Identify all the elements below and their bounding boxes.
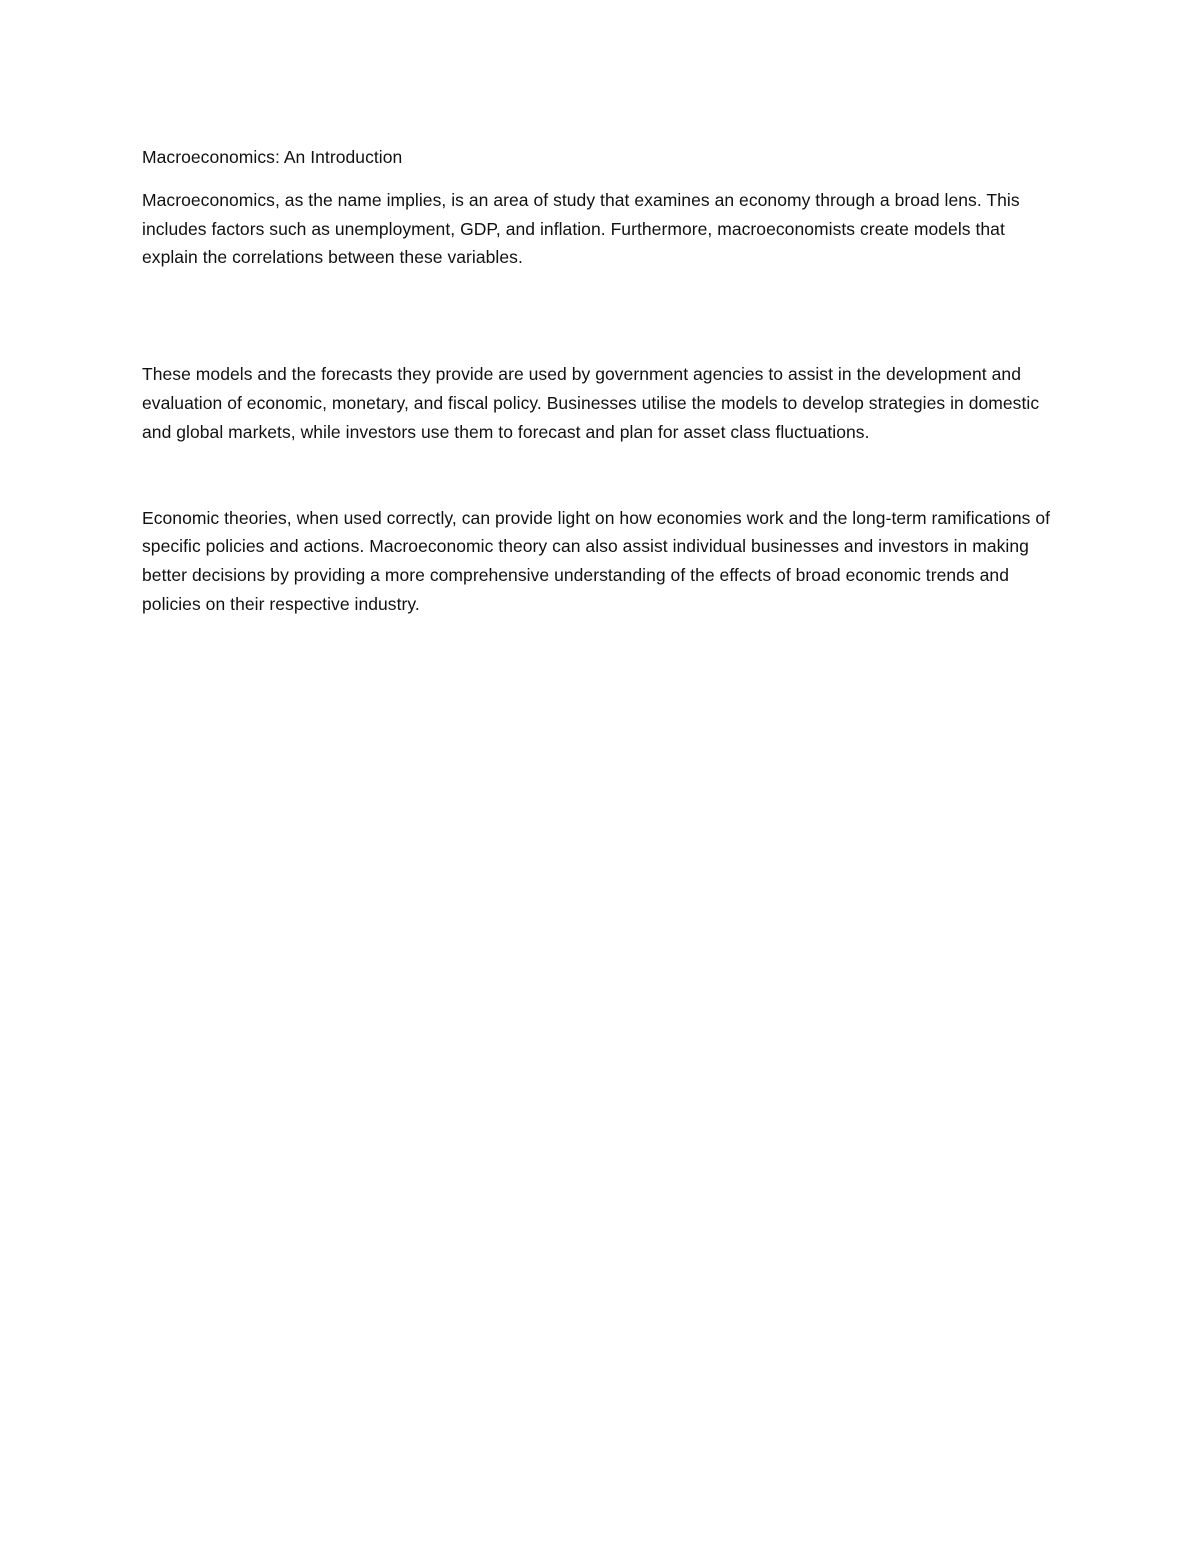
- document-title: Macroeconomics: An Introduction: [142, 147, 403, 167]
- paragraph-economic-theories: Economic theories, when used correctly, can provide light on how economies work and the long-term ramifications of specific policies and actions. Macroeconomic theory can also assist individual businesses and investors in making better decisions by providing a more comprehensive understanding of the effects of broad economic trends and policies on their respective industry.: [142, 507, 1051, 614]
- paragraph-models-usage: These models and the forecasts they provide are used by government agencies to assist in the development and evaluation of economic, monetary, and fiscal policy. Businesses utilise the models to develop strategies in domestic and global markets, while investors use them to forecast and plan for asset class fluctuations.: [142, 364, 1040, 442]
- paragraph-intro: Macroeconomics, as the name implies, is an area of study that examines an economy through a broad lens. This includes factors such as unemployment, GDP, and inflation. Furthermore, macroeconomists create models that explain the correlations between these variables.: [142, 189, 1020, 268]
- document-body: [142, 143, 1062, 619]
